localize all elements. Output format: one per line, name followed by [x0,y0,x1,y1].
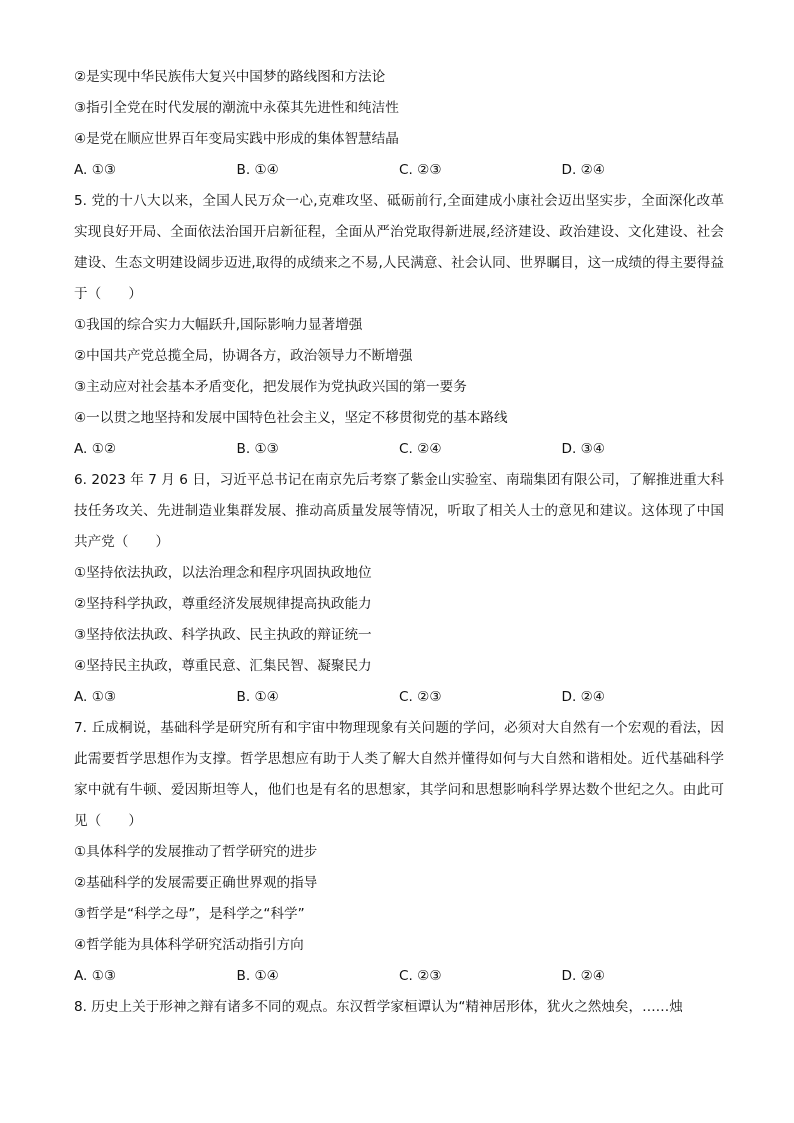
q6-item-2: ②坚持科学执政，尊重经济发展规律提高执政能力 [74,596,372,612]
q7-stem: 7. 丘成桐说，基础科学是研究所有和宇宙中物理现象有关问题的学问，必须对大自然有一个宏观的看法，因此需要哲学思想作为支撑。哲学思想应有助于人类了解大自然并懂得如何与大自然和谐相处。近代基础科学家中就有牛顿、爱因斯坦等人，他们也是有名的思想家，其学问和思想影响科学界达数个世纪之久。由此可见（ ） [74,720,724,829]
q5-option-a: A. ①② [74,441,117,457]
q4-option-c: C. ②③ [399,162,442,178]
q7-option-d: D. ②④ [561,968,605,984]
q6-options [74,682,724,713]
q4-option-b: B. ①④ [236,162,279,178]
q5-stem: 5. 党的十八大以来，全国人民万众一心,克难攻坚、砥砺前行,全面建成小康社会迈出坚实步，全面深化改革实现良好开局、全面依法治国开启新征程，全面从严治党取得新进展,经济建设、政治建设、文化建设、社会建设、生态文明建设阔步迈进,取得的成绩来之不易,人民满意、社会认同、世界瞩目，这一成绩的得主要得益于（ ） [74,193,724,302]
q6-item-1: ①坚持依法执政，以法治理念和程序巩固执政地位 [74,565,372,581]
q7-option-c: C. ②③ [399,968,442,984]
question-8 [74,992,724,1023]
q4-options [74,155,724,186]
q6-option-a: A. ①③ [74,689,117,705]
q5-item-3: ③主动应对社会基本矛盾变化，把发展作为党执政兴国的第一要务 [74,379,467,395]
exam-page [74,62,724,1023]
q6-option-d: D. ②④ [561,689,605,705]
q6-option-c: C. ②③ [399,689,442,705]
q4-item-2: ②是实现中华民族伟大复兴中国梦的路线图和方法论 [74,69,386,85]
q8-stem: 8. 历史上关于形神之辩有诸多不同的观点。东汉哲学家桓谭认为“精神居形体，犹火之然烛矣，……烛 [74,999,683,1015]
q4-option-a: A. ①③ [74,162,117,178]
q5-option-c: C. ②④ [399,441,442,457]
q5-options [74,434,724,465]
question-5 [74,186,724,465]
q4-option-d: D. ②④ [561,162,605,178]
question-6 [74,465,724,713]
q7-item-4: ④哲学能为具体科学研究活动指引方向 [74,937,304,953]
question-4-continued [74,62,724,186]
q5-item-2: ②中国共产党总揽全局，协调各方，政治领导力不断增强 [74,348,413,364]
q7-option-a: A. ①③ [74,968,117,984]
q5-option-d: D. ③④ [561,441,605,457]
q6-stem: 6. 2023 年 7 月 6 日，习近平总书记在南京先后考察了紫金山实验室、南瑞集团有限公司，了解推进重大科技任务攻关、先进制造业集群发展、推动高质量发展等情况，听取了相关人士的意见和建议。这体现了中国共产党（ ） [74,472,724,550]
q5-option-b: B. ①③ [236,441,279,457]
q5-item-4: ④一以贯之地坚持和发展中国特色社会主义，坚定不移贯彻党的基本路线 [74,410,508,426]
q6-item-4: ④坚持民主执政，尊重民意、汇集民智、凝聚民力 [74,658,372,674]
q7-item-2: ②基础科学的发展需要正确世界观的指导 [74,875,318,891]
q6-item-3: ③坚持依法执政、科学执政、民主执政的辩证统一 [74,627,372,643]
q4-item-4: ④是党在顺应世界百年变局实践中形成的集体智慧结晶 [74,131,399,147]
q7-item-1: ①具体科学的发展推动了哲学研究的进步 [74,844,318,860]
q7-option-b: B. ①④ [236,968,279,984]
q7-item-3: ③哲学是“科学之母”，是科学之“科学” [74,906,305,922]
question-7 [74,713,724,992]
q6-option-b: B. ①④ [236,689,279,705]
q4-item-3: ③指引全党在时代发展的潮流中永葆其先进性和纯洁性 [74,100,399,116]
q7-options [74,961,724,992]
q5-item-1: ①我国的综合实力大幅跃升,国际影响力显著增强 [74,317,363,333]
